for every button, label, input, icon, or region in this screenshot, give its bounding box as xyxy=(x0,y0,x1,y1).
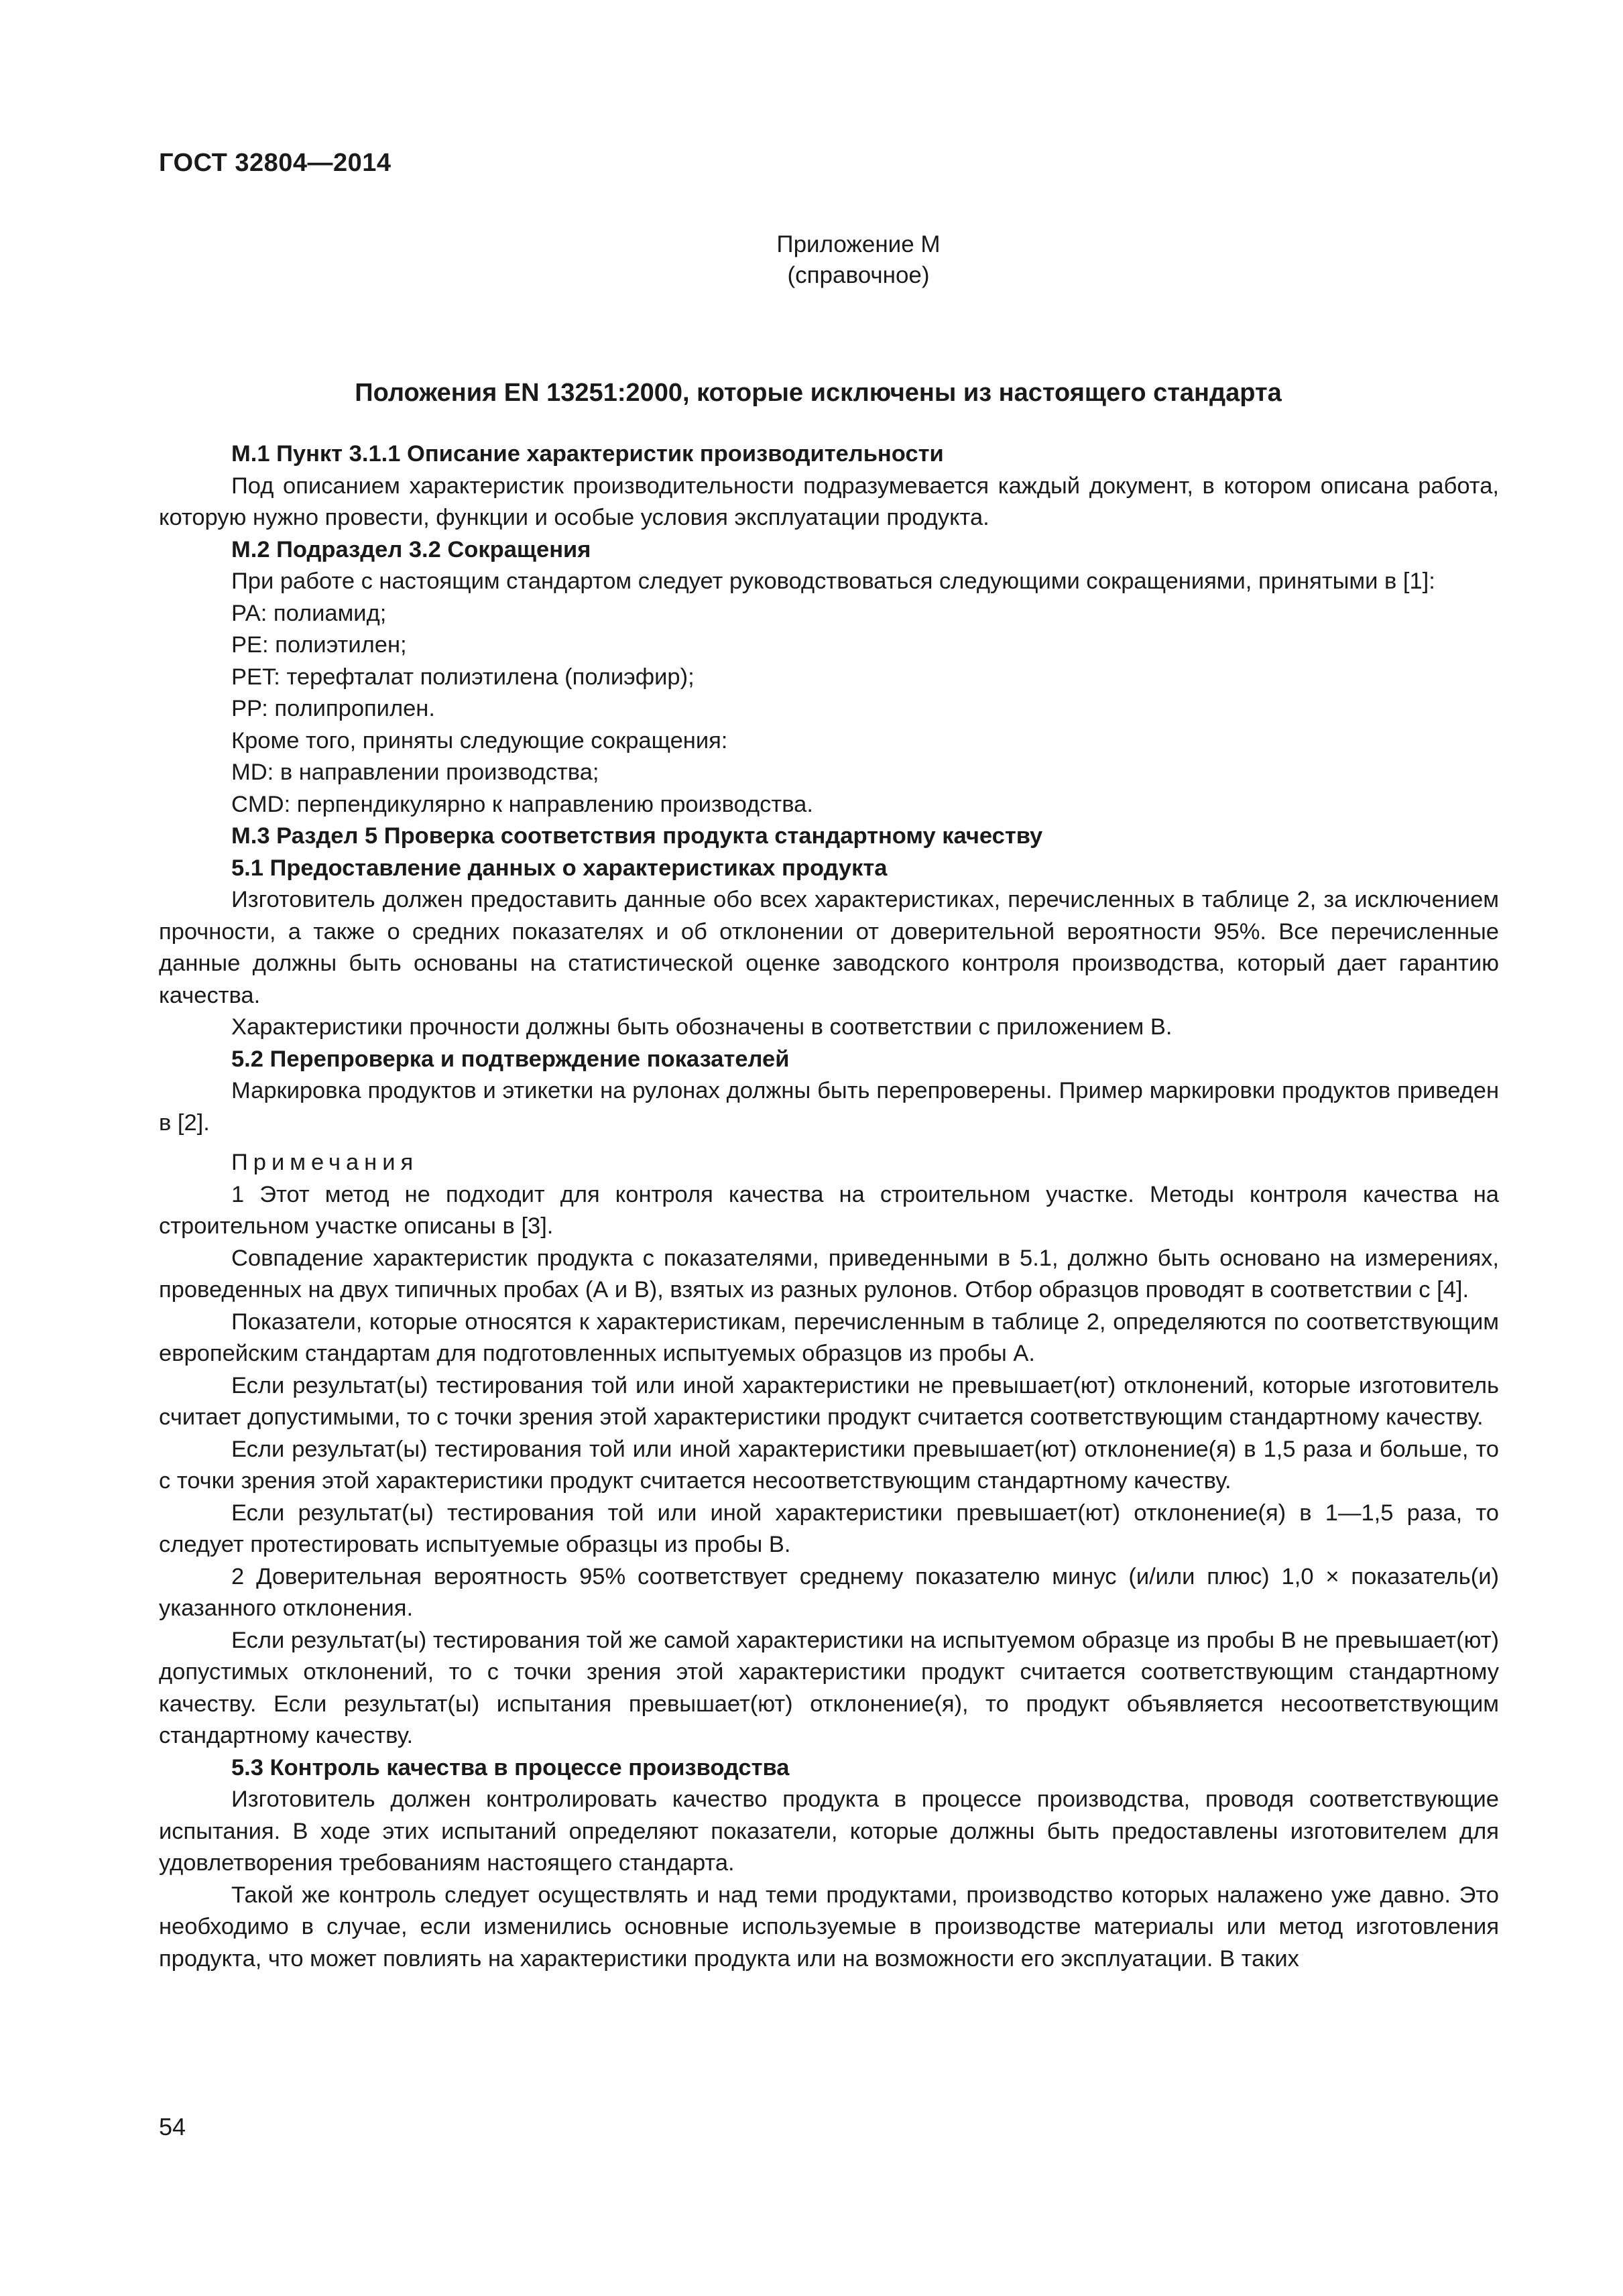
abbreviation-item: CMD: перпендикулярно к направлению производства. xyxy=(231,791,813,817)
document-code-header: ГОСТ 32804—2014 xyxy=(159,149,392,177)
appendix-type: (справочное) xyxy=(787,262,930,288)
note-paragraph: Если результат(ы) тестирования той или иной характеристики превышает(ют) отклонение(я) в 1,5 раза и больше, то с точки зрения этой характеристики продукт считается несоответствующим стандартному качеству. xyxy=(159,1436,1499,1494)
note-paragraph: Совпадение характеристик продукта с показателями, приведенными в 5.1, должно быть основано на измерениях, проведенных на двух типичных пробах (А и В), взятых из разных рулонов. Отбор образцов проводят в соответствии с [4]. xyxy=(159,1245,1499,1303)
note-paragraph: Показатели, которые относятся к характеристикам, перечисленным в таблице 2, определяются по соответствующим европейским стандартам для подготовленных испытуемых образцов из пробы А. xyxy=(159,1309,1499,1366)
abbreviation-item: PET: терефталат полиэтилена (полиэфир); xyxy=(231,664,695,690)
subsection-5-2-paragraph: Маркировка продуктов и этикетки на рулонах должны быть перепроверены. Пример маркировки продуктов приведен в [2]. xyxy=(159,1078,1499,1136)
subsection-5-2-heading: 5.2 Перепроверка и подтверждение показателей xyxy=(231,1046,790,1072)
subsection-5-3-paragraph: Такой же контроль следует осуществлять и над теми продуктами, производство которых налажено уже давно. Это необходимо в случае, если изменились основные используемые в производстве материалы или метод изготовления продукта, что может повлиять на характеристики продукта или на возможности его эксплуатации. В таких xyxy=(159,1882,1499,1972)
subsection-5-3-heading: 5.3 Контроль качества в процессе производства xyxy=(231,1754,790,1780)
section-m1-paragraph: Под описанием характеристик производительности подразумевается каждый документ, в котором описана работа, которую нужно провести, функции и особые условия эксплуатации продукта. xyxy=(159,473,1499,530)
subsection-5-1-paragraph: Изготовитель должен предоставить данные обо всех характеристиках, перечисленных в таблице 2, за исключением прочности, а также о средних показателях и об отклонении от доверительной вероятности 95%. Все перечисленные данные должны быть основаны на статистической оценке заводского контроля производства, который дает гарантию качества. xyxy=(159,887,1499,1008)
appendix-title: Приложение М xyxy=(776,231,941,257)
note-paragraph: Если результат(ы) тестирования той же самой характеристики на испытуемом образце из пробы В не превышает(ют) допустимых отклонений, то с точки зрения этой характеристики продукт считается соответствующим стандартному качеству. Если результат(ы) испытания превышает(ют) отклонение(я), то продукт объявляется несоответствующим стандартному качеству. xyxy=(159,1627,1499,1748)
page-number: 54 xyxy=(159,2113,186,2140)
abbreviation-item: РЕ: полиэтилен; xyxy=(231,632,407,658)
abbreviation-item: Кроме того, приняты следующие сокращения: xyxy=(231,727,728,753)
section-m3-heading: М.3 Раздел 5 Проверка соответствия продукта стандартному качеству xyxy=(231,823,1043,849)
subsection-5-3-paragraph: Изготовитель должен контролировать качество продукта в процессе производства, проводя соответствующие испытания. В ходе этих испытаний определяют показатели, которые должны быть предоставлены изготовителем для удовлетворения требованиям настоящего стандарта. xyxy=(159,1787,1499,1876)
abbreviation-item: MD: в направлении производства; xyxy=(231,760,599,785)
main-title-text: Положения EN 13251:2000, которые исключены из настоящего стандарта xyxy=(355,379,1282,407)
subsection-5-1-heading: 5.1 Предоставление данных о характеристиках продукта xyxy=(231,855,888,881)
section-m2-intro: При работе с настоящим стандартом следует руководствоваться следующими сокращениями, принятыми в [1]: xyxy=(231,568,1435,594)
note-paragraph: Если результат(ы) тестирования той или иной характеристики превышает(ют) отклонение(я) в 1—1,5 раза, то следует протестировать испытуемые образцы из пробы В. xyxy=(159,1500,1499,1557)
section-m1-heading: М.1 Пункт 3.1.1 Описание характеристик производительности xyxy=(231,441,944,467)
section-m2-heading: М.2 Подраздел 3.2 Сокращения xyxy=(231,536,591,562)
note-2: 2 Доверительная вероятность 95% соответствует среднему показателю минус (и/или плюс) 1,0 × показатель(и) указанного отклонения. xyxy=(159,1563,1499,1621)
main-title xyxy=(0,379,1623,408)
notes-label: Примечания xyxy=(231,1150,419,1175)
appendix-label xyxy=(0,229,1623,291)
abbreviation-item: РА: полиамид; xyxy=(231,600,387,626)
note-paragraph: Если результат(ы) тестирования той или иной характеристики не превышает(ют) отклонений, которые изготовитель считает допустимыми, то с точки зрения этой характеристики продукт считается соответствующим стандартному качеству. xyxy=(159,1372,1499,1430)
note-1: 1 Этот метод не подходит для контроля качества на строительном участке. Методы контроля качества на строительном участке описаны в [3]. xyxy=(159,1181,1499,1239)
document-body xyxy=(159,438,1499,1975)
abbreviation-item: РР: полипропилен. xyxy=(231,696,435,721)
subsection-5-1-paragraph: Характеристики прочности должны быть обозначены в соответствии с приложением В. xyxy=(231,1014,1173,1040)
